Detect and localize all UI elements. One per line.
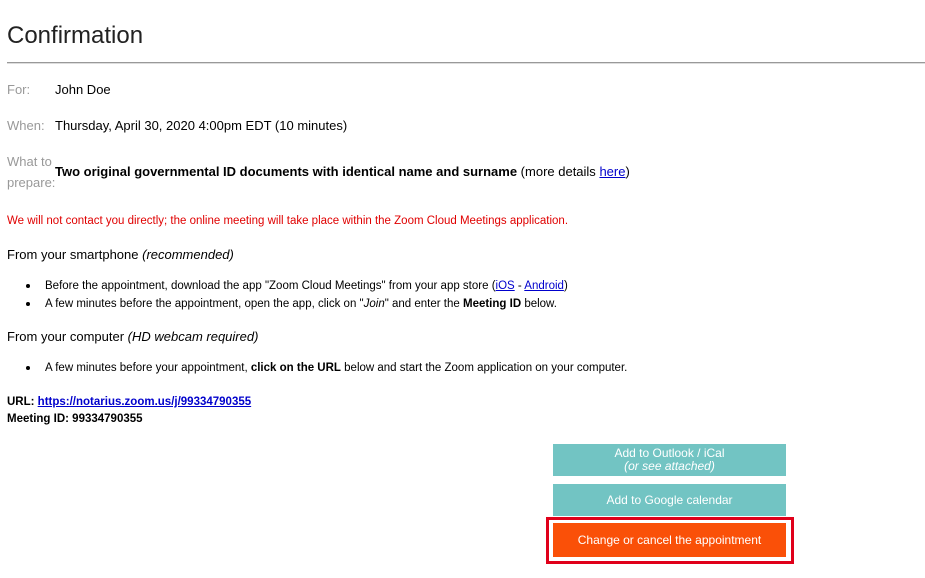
join-text-b: " and enter the bbox=[384, 298, 463, 310]
meeting-id-line bbox=[7, 411, 251, 428]
meeting-id-label: Meeting ID: bbox=[7, 413, 73, 425]
download-app-text: Before the appointment, download the app "Zoom Cloud Meetings" from your app store ( bbox=[45, 280, 496, 292]
url-line bbox=[7, 394, 251, 411]
outlook-button-label: Add to Outlook / iCal bbox=[614, 446, 725, 460]
computer-heading bbox=[7, 329, 258, 344]
prepare-more-prefix: (more details bbox=[517, 164, 600, 179]
add-to-google-calendar-button[interactable]: Add to Google calendar bbox=[553, 484, 786, 516]
smartphone-heading-text: From your smartphone bbox=[7, 247, 139, 262]
more-details-link[interactable]: here bbox=[599, 164, 626, 179]
list-item bbox=[7, 359, 627, 377]
ios-link[interactable]: iOS bbox=[495, 280, 515, 292]
when-value: Thursday, April 30, 2020 4:00pm EDT (10 minutes) bbox=[55, 118, 348, 133]
join-text-c: below. bbox=[521, 298, 557, 310]
change-or-cancel-button[interactable]: Change or cancel the appointment bbox=[553, 523, 786, 557]
add-to-outlook-button[interactable] bbox=[553, 444, 786, 476]
contact-notice: We will not contact you directly; the online meeting will take place within the Zoom Cloud Meetings application. bbox=[7, 215, 569, 227]
store-separator: - bbox=[514, 280, 525, 292]
meeting-id-word: Meeting ID bbox=[462, 298, 522, 310]
join-text-a: A few minutes before the appointment, open the app, click on " bbox=[45, 298, 364, 310]
join-word: Join bbox=[363, 298, 385, 310]
prepare-value bbox=[55, 164, 630, 179]
smartphone-heading-note: (recommended) bbox=[138, 247, 234, 262]
computer-text-a: A few minutes before your appointment, bbox=[45, 362, 251, 374]
bullet-icon bbox=[26, 284, 30, 288]
prepare-label-line1: What to bbox=[7, 154, 52, 169]
click-url-word: click on the URL bbox=[250, 362, 341, 374]
prepare-more-suffix: ) bbox=[625, 164, 630, 179]
computer-heading-text: From your computer bbox=[7, 329, 125, 344]
computer-instructions bbox=[7, 359, 627, 377]
list-item bbox=[7, 295, 568, 313]
url-label: URL: bbox=[7, 396, 38, 408]
computer-heading-note: (HD webcam required) bbox=[124, 329, 259, 344]
prepare-documents: Two original governmental ID documents with identical name and surname bbox=[55, 164, 518, 179]
bullet-icon bbox=[26, 302, 30, 306]
prepare-label-line2: prepare: bbox=[7, 175, 56, 190]
smartphone-instructions bbox=[7, 277, 568, 313]
title-divider bbox=[7, 62, 925, 64]
smartphone-heading bbox=[7, 247, 234, 262]
bullet-icon bbox=[26, 366, 30, 370]
outlook-button-note: (or see attached) bbox=[624, 459, 715, 473]
for-value: John Doe bbox=[55, 82, 111, 97]
meeting-id-value: 99334790355 bbox=[72, 413, 143, 425]
store-end: ) bbox=[563, 280, 568, 292]
meeting-info bbox=[7, 394, 251, 428]
prepare-label bbox=[7, 151, 55, 193]
meeting-url-link[interactable]: https://notarius.zoom.us/j/99334790355 bbox=[37, 396, 252, 408]
list-item bbox=[7, 277, 568, 295]
when-label: When: bbox=[7, 118, 45, 133]
computer-text-b: below and start the Zoom application on your computer. bbox=[340, 362, 628, 374]
page-title: Confirmation bbox=[7, 22, 144, 49]
for-label: For: bbox=[7, 82, 31, 97]
android-link[interactable]: Android bbox=[524, 280, 564, 292]
